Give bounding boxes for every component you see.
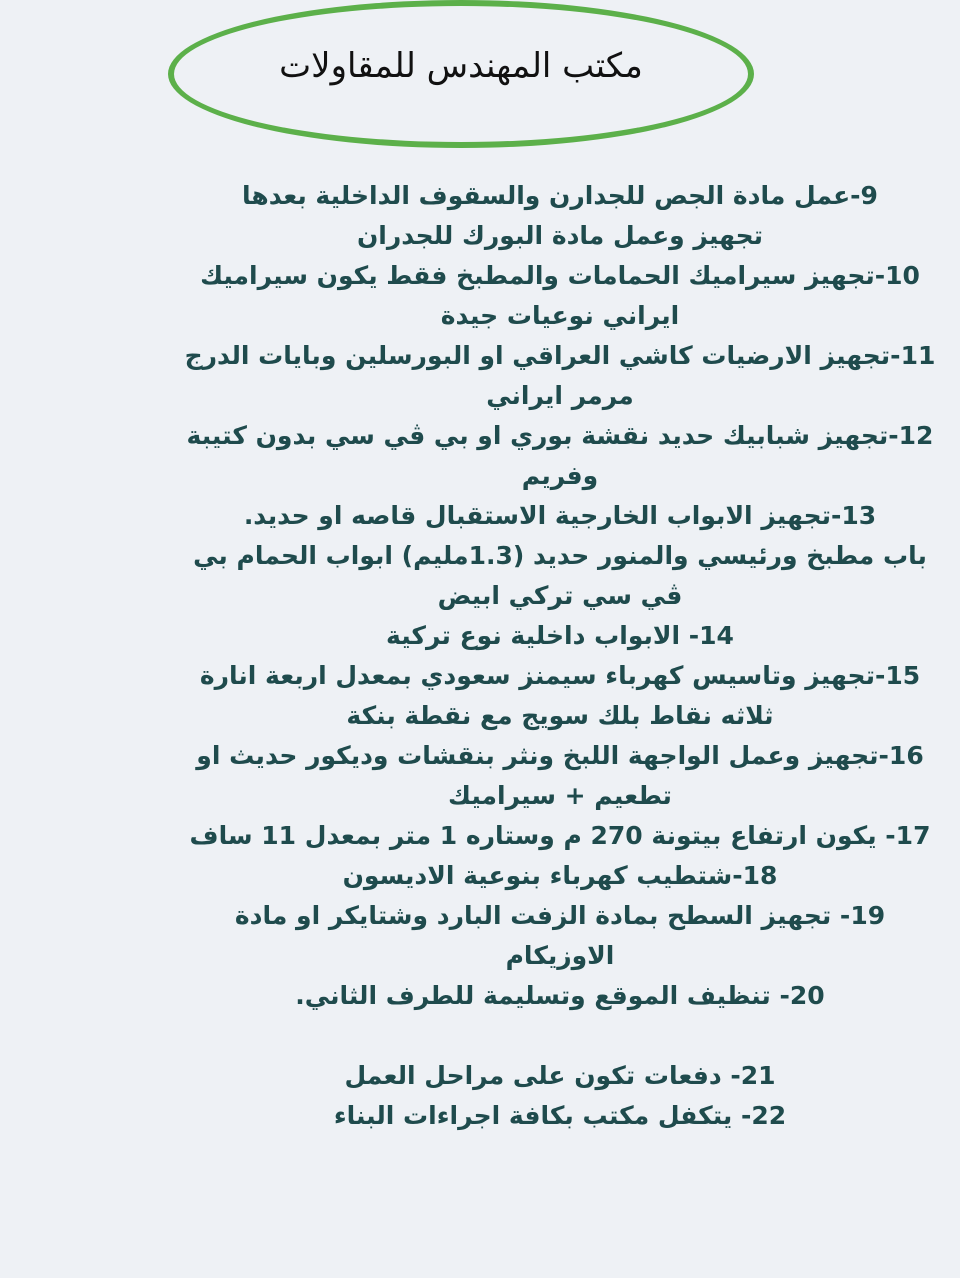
list-line: وفريم	[521, 461, 599, 490]
list-line: مرمر ايراني	[486, 381, 634, 410]
list-line: تجهيز وعمل مادة البورك للجدران	[356, 221, 764, 250]
list-line: ايراني نوعيات جيدة	[440, 301, 680, 330]
list-line: 22- يتكفل مكتب بكافة اجراءات البناء	[333, 1101, 787, 1130]
list-line: 10-تجهيز سيراميك الحمامات والمطبخ فقط يكون سيراميك	[200, 261, 920, 290]
list-line: تطعيم + سيراميك	[448, 781, 672, 810]
list-line: 14- الابواب داخلية نوع تركية	[386, 621, 734, 650]
list-line: 11-تجهيز الارضيات كاشي العراقي او البورسلين وبايات الدرج	[184, 341, 936, 370]
list-line: 12-تجهيز شبابيك حديد نقشة بوري او بي ڤي سي بدون كتيبة	[186, 421, 934, 450]
title-oval	[168, 0, 754, 148]
list-line: 19- تجهيز السطح بمادة الزفت البارد وشتايكر او مادة	[234, 901, 886, 930]
list-line: ڤي سي تركي ابيض	[437, 581, 683, 610]
list-line: 17- يكون ارتفاع بيتونة 270 م وستاره 1 متر بمعدل 11 ساف	[189, 821, 931, 850]
list-gap	[180, 1016, 940, 1056]
list-line: 16-تجهيز وعمل الواجهة اللبخ ونثر بنقشات وديكور حديث او	[196, 741, 924, 770]
list-line: 9-عمل مادة الجص للجدارن والسقوف الداخلية بعدها	[242, 181, 878, 210]
list-line: باب مطبخ ورئيسي والمنور حديد (1.3مليم) ابواب الحمام بي	[193, 541, 927, 570]
list-line: ثلاثه نقاط بلك سويج مع نقطة بنكة	[346, 701, 774, 730]
list-line: 20- تنظيف الموقع وتسليمة للطرف الثاني.	[295, 981, 825, 1010]
page-title: مكتب المهندس للمقاولات	[279, 46, 643, 86]
list-line: 13-تجهيز الابواب الخارجية الاستقبال قاصه او حديد.	[243, 501, 877, 530]
list-line: 21- دفعات تكون على مراحل العمل	[344, 1061, 776, 1090]
list-line: الاوزيكام	[505, 941, 615, 970]
contract-items-list	[180, 176, 940, 1136]
list-line: 15-تجهيز وتاسيس كهرباء سيمنز سعودي بمعدل اربعة انارة	[199, 661, 921, 690]
list-line: 18-شتطيب كهرباء بنوعية الاديسون	[342, 861, 778, 890]
